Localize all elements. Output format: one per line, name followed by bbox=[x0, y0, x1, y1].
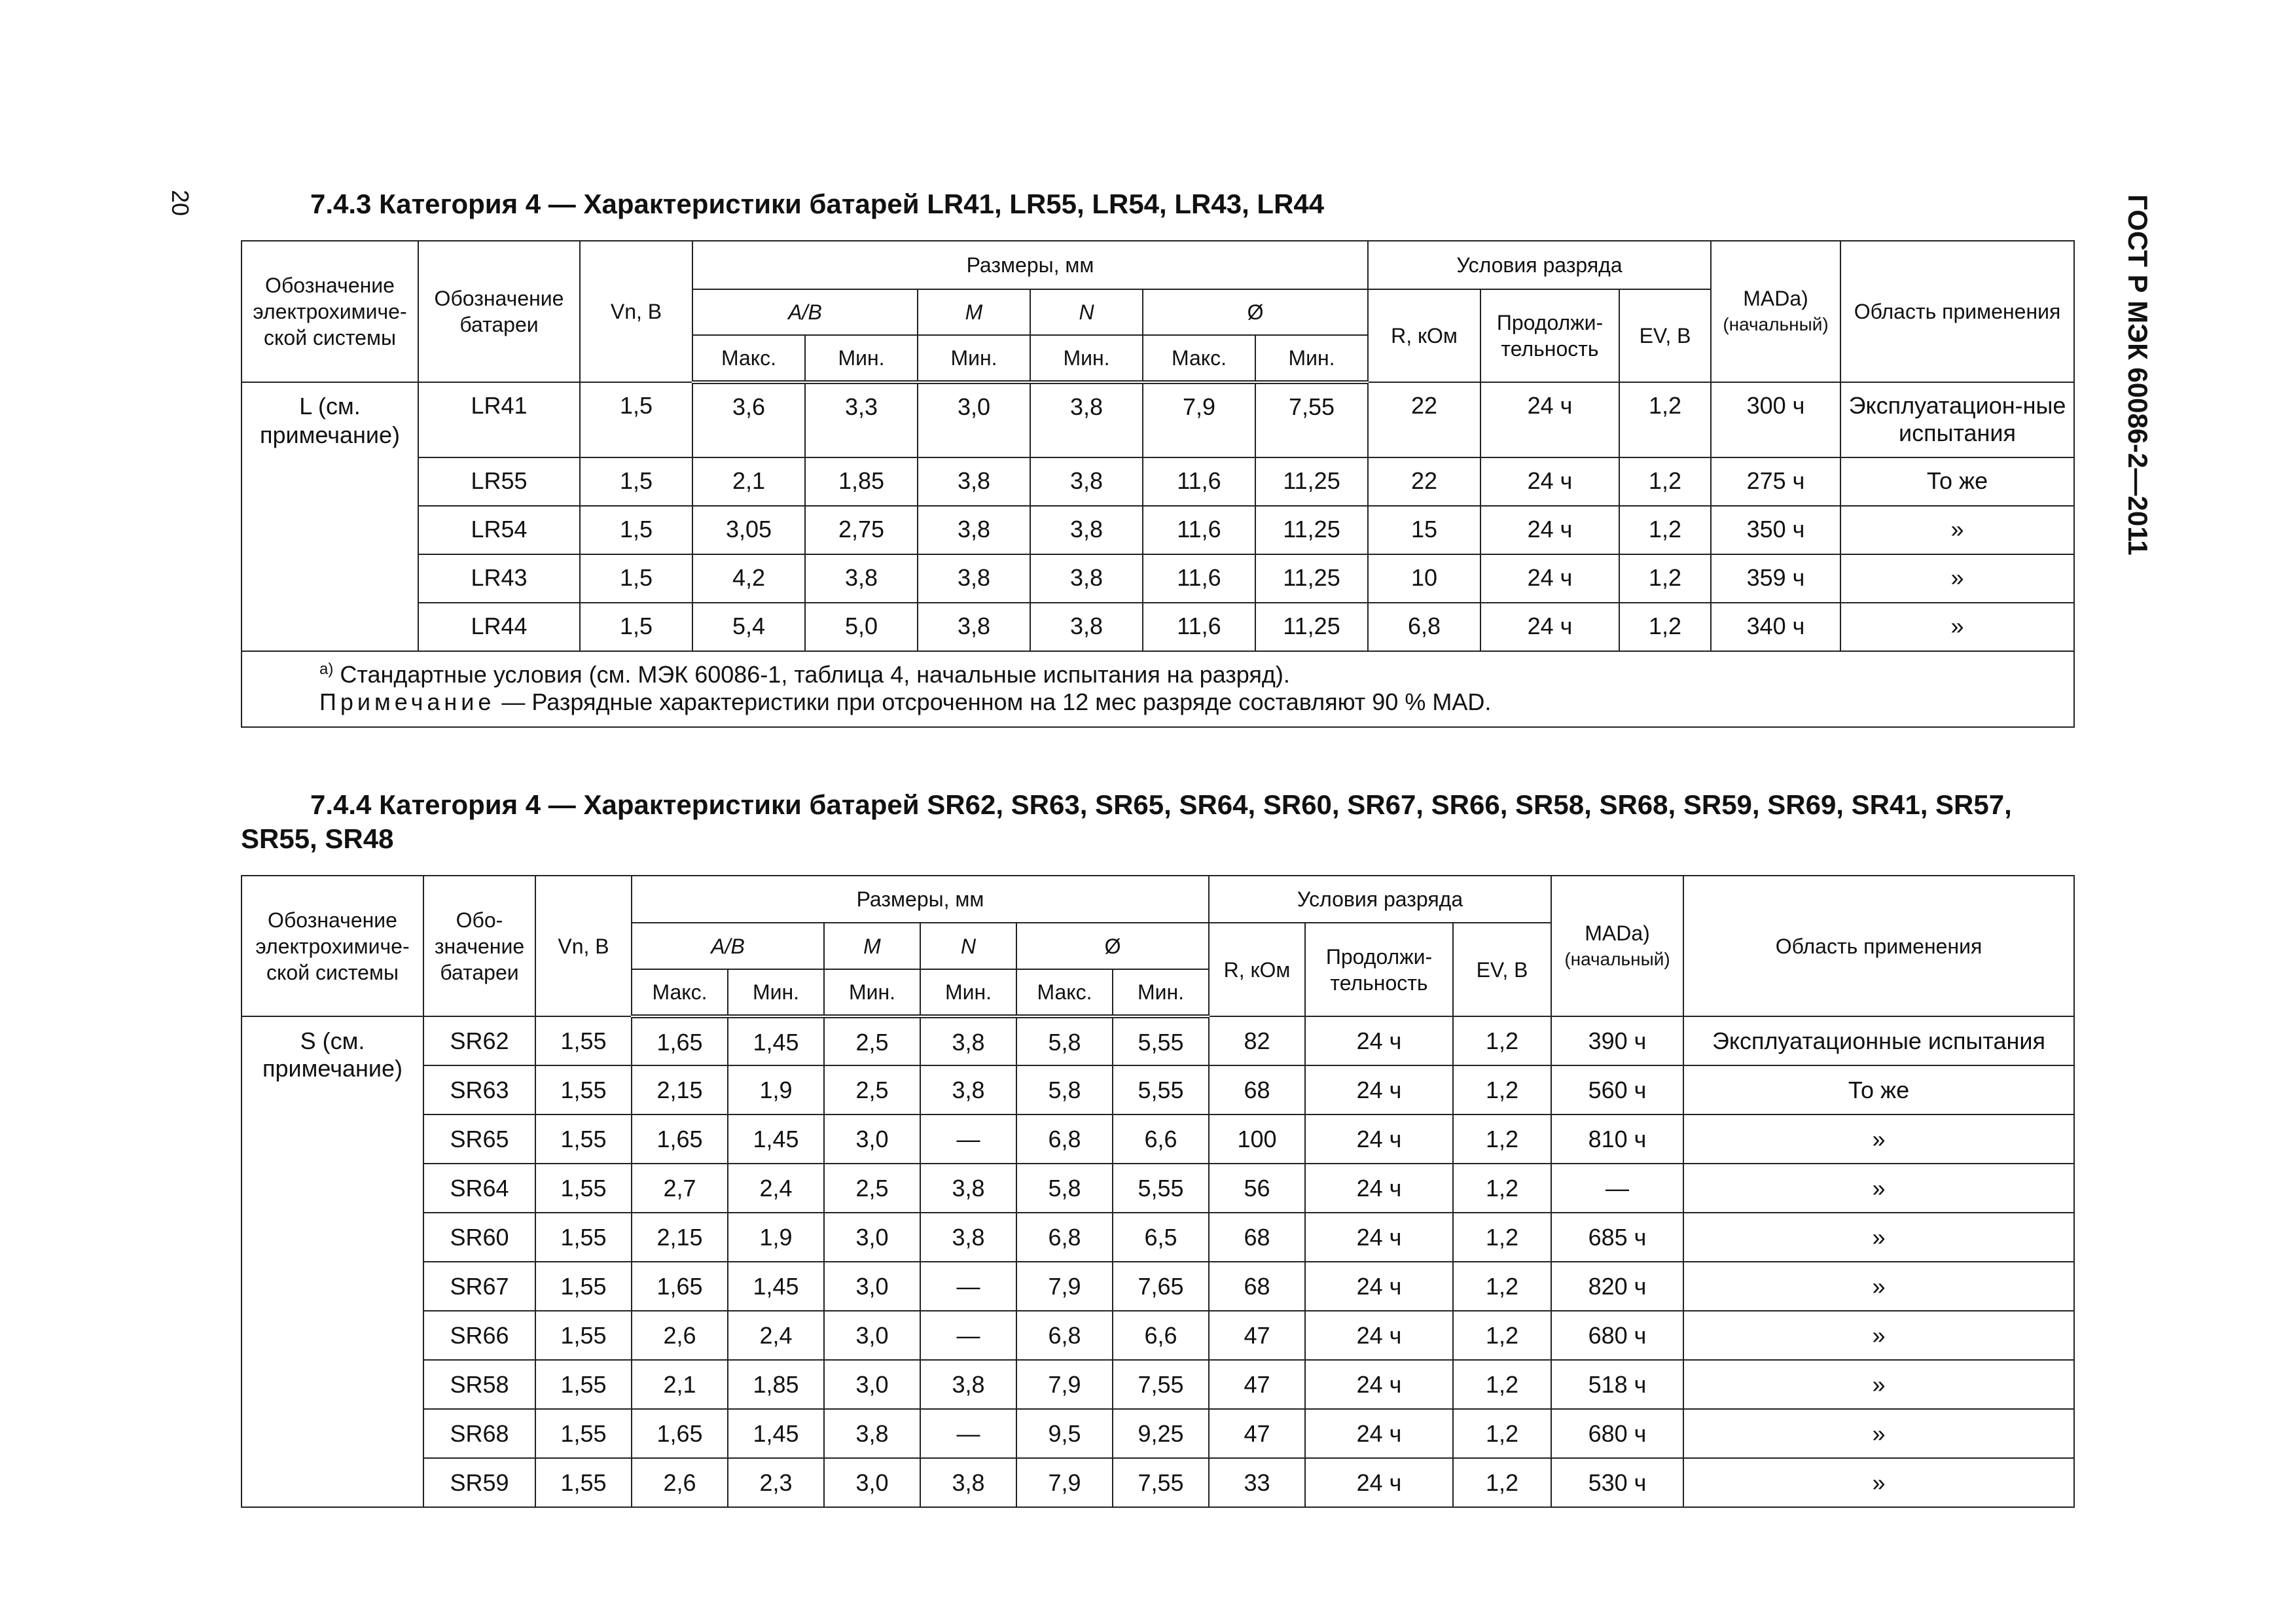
cell-ab-min: 3,8 bbox=[805, 554, 918, 603]
cell-mad: 560 ч bbox=[1551, 1065, 1683, 1115]
cell-ab-max: 3,05 bbox=[692, 506, 805, 554]
cell-m-min: 3,8 bbox=[918, 554, 1030, 603]
header-m-min: Мин. bbox=[824, 969, 920, 1016]
cell-ab-min: 2,75 bbox=[805, 506, 918, 554]
table-row bbox=[242, 1262, 2074, 1311]
cell-ab-min: 2,4 bbox=[728, 1311, 824, 1360]
header-dimensions: Размеры, мм bbox=[692, 241, 1368, 289]
cell-app: Эксплуатацион-ные испытания bbox=[1840, 382, 2074, 457]
cell-dur: 24 ч bbox=[1305, 1360, 1453, 1409]
cell-ab-min: 1,45 bbox=[728, 1409, 824, 1458]
cell-ab-min: 1,85 bbox=[728, 1360, 824, 1409]
header-n-min: Мин. bbox=[920, 969, 1016, 1016]
cell-app: » bbox=[1683, 1164, 2074, 1213]
header-phi: Ø bbox=[1016, 923, 1209, 969]
cell-vn: 1,55 bbox=[535, 1360, 632, 1409]
cell-dur: 24 ч bbox=[1305, 1409, 1453, 1458]
cell-n-min: — bbox=[920, 1115, 1016, 1164]
cell-phi-min: 11,25 bbox=[1255, 603, 1368, 651]
cell-vn: 1,55 bbox=[535, 1065, 632, 1115]
cell-app: » bbox=[1683, 1115, 2074, 1164]
cell-battery: LR55 bbox=[418, 457, 580, 506]
cell-m-min: 3,0 bbox=[824, 1360, 920, 1409]
cell-battery: SR63 bbox=[423, 1065, 535, 1115]
cell-mad: 530 ч bbox=[1551, 1458, 1683, 1507]
header-r: R, кОм bbox=[1368, 289, 1480, 382]
cell-phi-max: 7,9 bbox=[1016, 1360, 1113, 1409]
cell-dur: 24 ч bbox=[1480, 554, 1619, 603]
cell-vn: 1,55 bbox=[535, 1311, 632, 1360]
cell-m-min: 3,0 bbox=[824, 1311, 920, 1360]
table-sr-batteries bbox=[241, 875, 2075, 1508]
cell-phi-min: 11,25 bbox=[1255, 506, 1368, 554]
cell-mad: 340 ч bbox=[1711, 603, 1840, 651]
cell-r: 47 bbox=[1209, 1360, 1305, 1409]
cell-vn: 1,5 bbox=[580, 382, 692, 457]
cell-dur: 24 ч bbox=[1480, 382, 1619, 457]
cell-ab-max: 1,65 bbox=[632, 1409, 728, 1458]
cell-ab-max: 1,65 bbox=[632, 1016, 728, 1065]
cell-ev: 1,2 bbox=[1453, 1458, 1551, 1507]
cell-ab-min: 5,0 bbox=[805, 603, 918, 651]
cell-r: 82 bbox=[1209, 1016, 1305, 1065]
cell-dur: 24 ч bbox=[1480, 603, 1619, 651]
cell-r: 68 bbox=[1209, 1065, 1305, 1115]
cell-phi-max: 5,8 bbox=[1016, 1016, 1113, 1065]
header-ab: A/B bbox=[692, 289, 918, 335]
cell-m-min: 3,0 bbox=[918, 382, 1030, 457]
cell-r: 22 bbox=[1368, 382, 1480, 457]
standard-id: ГОСТ Р МЭК 60086-2—2011 bbox=[2123, 194, 2153, 556]
table-row bbox=[242, 1311, 2074, 1360]
cell-ev: 1,2 bbox=[1453, 1311, 1551, 1360]
cell-n-min: 3,8 bbox=[1030, 554, 1143, 603]
cell-r: 47 bbox=[1209, 1311, 1305, 1360]
cell-ev: 1,2 bbox=[1619, 554, 1711, 603]
cell-mad: — bbox=[1551, 1164, 1683, 1213]
header-ab-min: Мин. bbox=[728, 969, 824, 1016]
cell-phi-min: 7,65 bbox=[1113, 1262, 1209, 1311]
cell-ab-max: 1,65 bbox=[632, 1115, 728, 1164]
table-row bbox=[242, 382, 2074, 457]
cell-ev: 1,2 bbox=[1453, 1213, 1551, 1262]
cell-mad: 518 ч bbox=[1551, 1360, 1683, 1409]
section-title-744: 7.4.4 Категория 4 — Характеристики батарей SR62, SR63, SR65, SR64, SR60, SR67, SR66, SR58, SR68, SR59, SR69, SR41, SR57, SR55, SR48 bbox=[241, 789, 2012, 854]
system-cell: S (см. примечание) bbox=[242, 1016, 423, 1507]
cell-ev: 1,2 bbox=[1453, 1115, 1551, 1164]
header-battery: Обозначение батареи bbox=[418, 241, 580, 382]
header-ab-max: Макс. bbox=[632, 969, 728, 1016]
cell-m-min: 2,5 bbox=[824, 1164, 920, 1213]
cell-ab-min: 3,3 bbox=[805, 382, 918, 457]
cell-mad: 300 ч bbox=[1711, 382, 1840, 457]
table-row bbox=[242, 1115, 2074, 1164]
cell-ab-max: 4,2 bbox=[692, 554, 805, 603]
header-ev: EV, В bbox=[1619, 289, 1711, 382]
cell-phi-max: 7,9 bbox=[1016, 1458, 1113, 1507]
cell-dur: 24 ч bbox=[1305, 1115, 1453, 1164]
cell-ab-max: 2,1 bbox=[692, 457, 805, 506]
cell-m-min: 3,0 bbox=[824, 1115, 920, 1164]
header-vn: Vn, В bbox=[535, 876, 632, 1016]
cell-m-min: 3,8 bbox=[824, 1409, 920, 1458]
cell-vn: 1,5 bbox=[580, 603, 692, 651]
system-cell: L (см. примечание) bbox=[242, 382, 418, 651]
cell-ev: 1,2 bbox=[1453, 1065, 1551, 1115]
cell-dur: 24 ч bbox=[1480, 506, 1619, 554]
cell-phi-min: 7,55 bbox=[1255, 382, 1368, 457]
cell-n-min: — bbox=[920, 1409, 1016, 1458]
cell-vn: 1,55 bbox=[535, 1262, 632, 1311]
cell-r: 68 bbox=[1209, 1262, 1305, 1311]
cell-ab-min: 1,9 bbox=[728, 1065, 824, 1115]
header-mad bbox=[1711, 241, 1840, 382]
cell-dur: 24 ч bbox=[1305, 1213, 1453, 1262]
table-row bbox=[242, 1164, 2074, 1213]
header-phi-min: Мин. bbox=[1255, 335, 1368, 382]
table-row bbox=[242, 1409, 2074, 1458]
cell-phi-min: 5,55 bbox=[1113, 1164, 1209, 1213]
cell-ab-max: 2,6 bbox=[632, 1311, 728, 1360]
cell-mad: 359 ч bbox=[1711, 554, 1840, 603]
cell-dur: 24 ч bbox=[1305, 1164, 1453, 1213]
table-row bbox=[242, 1213, 2074, 1262]
cell-dur: 24 ч bbox=[1480, 457, 1619, 506]
cell-ev: 1,2 bbox=[1619, 382, 1711, 457]
cell-vn: 1,55 bbox=[535, 1115, 632, 1164]
cell-mad: 390 ч bbox=[1551, 1016, 1683, 1065]
mad-sub: (начальный) bbox=[1564, 948, 1670, 969]
cell-phi-max: 11,6 bbox=[1143, 457, 1255, 506]
table-row bbox=[242, 1016, 2074, 1065]
cell-mad: 810 ч bbox=[1551, 1115, 1683, 1164]
cell-dur: 24 ч bbox=[1305, 1016, 1453, 1065]
header-battery: Обо-значение батареи bbox=[423, 876, 535, 1016]
cell-n-min: — bbox=[920, 1311, 1016, 1360]
cell-battery: SR60 bbox=[423, 1213, 535, 1262]
cell-ab-max: 2,6 bbox=[632, 1458, 728, 1507]
cell-ab-min: 1,45 bbox=[728, 1115, 824, 1164]
cell-n-min: 3,8 bbox=[920, 1458, 1016, 1507]
page-number: 20 bbox=[167, 190, 194, 217]
cell-phi-max: 9,5 bbox=[1016, 1409, 1113, 1458]
header-duration: Продолжи-тельность bbox=[1305, 923, 1453, 1016]
cell-dur: 24 ч bbox=[1305, 1065, 1453, 1115]
cell-mad: 680 ч bbox=[1551, 1409, 1683, 1458]
header-n: N bbox=[1030, 289, 1143, 335]
table-note: Примечание — Разрядные характеристики при отсроченном на 12 мес разряде составляют 90 % MAD. bbox=[319, 688, 1492, 715]
cell-battery: SR67 bbox=[423, 1262, 535, 1311]
cell-phi-min: 11,25 bbox=[1255, 457, 1368, 506]
cell-app: » bbox=[1683, 1360, 2074, 1409]
header-n-min: Мин. bbox=[1030, 335, 1143, 382]
cell-m-min: 3,0 bbox=[824, 1262, 920, 1311]
cell-battery: SR68 bbox=[423, 1409, 535, 1458]
header-m: M bbox=[824, 923, 920, 969]
header-vn: Vn, В bbox=[580, 241, 692, 382]
cell-ev: 1,2 bbox=[1619, 506, 1711, 554]
mad-sub: (начальный) bbox=[1723, 314, 1829, 334]
cell-m-min: 3,0 bbox=[824, 1213, 920, 1262]
section-title-743: 7.4.3 Категория 4 — Характеристики батарей LR41, LR55, LR54, LR43, LR44 bbox=[310, 188, 1325, 219]
table-row bbox=[242, 457, 2074, 506]
header-duration: Продолжи-тельность bbox=[1480, 289, 1619, 382]
table-row bbox=[242, 554, 2074, 603]
cell-m-min: 2,5 bbox=[824, 1065, 920, 1115]
cell-ab-max: 2,15 bbox=[632, 1213, 728, 1262]
cell-ab-min: 2,4 bbox=[728, 1164, 824, 1213]
cell-ev: 1,2 bbox=[1453, 1409, 1551, 1458]
cell-phi-max: 11,6 bbox=[1143, 506, 1255, 554]
cell-ev: 1,2 bbox=[1619, 457, 1711, 506]
cell-battery: LR43 bbox=[418, 554, 580, 603]
cell-phi-max: 5,8 bbox=[1016, 1164, 1113, 1213]
cell-n-min: 3,8 bbox=[920, 1065, 1016, 1115]
cell-phi-max: 6,8 bbox=[1016, 1213, 1113, 1262]
cell-app: То же bbox=[1840, 457, 2074, 506]
table-row bbox=[242, 603, 2074, 651]
cell-app: Эксплуатационные испытания bbox=[1683, 1016, 2074, 1065]
cell-phi-min: 5,55 bbox=[1113, 1065, 1209, 1115]
cell-battery: LR54 bbox=[418, 506, 580, 554]
cell-n-min: 3,8 bbox=[1030, 603, 1143, 651]
cell-ab-max: 2,1 bbox=[632, 1360, 728, 1409]
cell-ab-min: 1,9 bbox=[728, 1213, 824, 1262]
header-phi-max: Макс. bbox=[1143, 335, 1255, 382]
cell-phi-min: 6,5 bbox=[1113, 1213, 1209, 1262]
header-discharge: Условия разряда bbox=[1209, 876, 1551, 923]
cell-n-min: 3,8 bbox=[1030, 457, 1143, 506]
cell-app: » bbox=[1840, 554, 2074, 603]
cell-vn: 1,5 bbox=[580, 506, 692, 554]
cell-m-min: 2,5 bbox=[824, 1016, 920, 1065]
cell-ev: 1,2 bbox=[1453, 1164, 1551, 1213]
cell-r: 47 bbox=[1209, 1409, 1305, 1458]
header-n: N bbox=[920, 923, 1016, 969]
cell-m-min: 3,8 bbox=[918, 506, 1030, 554]
cell-ab-min: 1,85 bbox=[805, 457, 918, 506]
cell-phi-min: 11,25 bbox=[1255, 554, 1368, 603]
cell-vn: 1,55 bbox=[535, 1213, 632, 1262]
mad-label: MADa) bbox=[1743, 287, 1808, 310]
cell-ab-max: 2,15 bbox=[632, 1065, 728, 1115]
cell-n-min: — bbox=[920, 1262, 1016, 1311]
cell-phi-min: 7,55 bbox=[1113, 1360, 1209, 1409]
cell-vn: 1,55 bbox=[535, 1458, 632, 1507]
header-phi-min: Мин. bbox=[1113, 969, 1209, 1016]
header-dimensions: Размеры, мм bbox=[632, 876, 1209, 923]
cell-r: 15 bbox=[1368, 506, 1480, 554]
cell-n-min: 3,8 bbox=[920, 1164, 1016, 1213]
cell-ev: 1,2 bbox=[1453, 1262, 1551, 1311]
cell-dur: 24 ч bbox=[1305, 1458, 1453, 1507]
header-system: Обозначение электрохимиче-ской системы bbox=[242, 876, 423, 1016]
cell-vn: 1,55 bbox=[535, 1409, 632, 1458]
cell-vn: 1,55 bbox=[535, 1164, 632, 1213]
cell-battery: SR66 bbox=[423, 1311, 535, 1360]
cell-app: » bbox=[1683, 1262, 2074, 1311]
cell-mad: 680 ч bbox=[1551, 1311, 1683, 1360]
cell-r: 68 bbox=[1209, 1213, 1305, 1262]
cell-battery: LR44 bbox=[418, 603, 580, 651]
cell-ab-min: 1,45 bbox=[728, 1262, 824, 1311]
cell-r: 6,8 bbox=[1368, 603, 1480, 651]
cell-app: » bbox=[1683, 1458, 2074, 1507]
cell-phi-min: 6,6 bbox=[1113, 1115, 1209, 1164]
cell-phi-min: 6,6 bbox=[1113, 1311, 1209, 1360]
cell-ev: 1,2 bbox=[1453, 1016, 1551, 1065]
cell-ab-max: 3,6 bbox=[692, 382, 805, 457]
cell-phi-max: 5,8 bbox=[1016, 1065, 1113, 1115]
cell-app: То же bbox=[1683, 1065, 2074, 1115]
cell-phi-max: 11,6 bbox=[1143, 603, 1255, 651]
cell-m-min: 3,0 bbox=[824, 1458, 920, 1507]
cell-r: 10 bbox=[1368, 554, 1480, 603]
cell-battery: SR65 bbox=[423, 1115, 535, 1164]
cell-vn: 1,55 bbox=[535, 1016, 632, 1065]
cell-phi-max: 6,8 bbox=[1016, 1311, 1113, 1360]
header-phi: Ø bbox=[1143, 289, 1368, 335]
cell-m-min: 3,8 bbox=[918, 603, 1030, 651]
cell-battery: LR41 bbox=[418, 382, 580, 457]
cell-ab-max: 5,4 bbox=[692, 603, 805, 651]
header-phi-max: Макс. bbox=[1016, 969, 1113, 1016]
cell-battery: SR62 bbox=[423, 1016, 535, 1065]
cell-n-min: 3,8 bbox=[920, 1360, 1016, 1409]
cell-phi-max: 11,6 bbox=[1143, 554, 1255, 603]
cell-phi-min: 7,55 bbox=[1113, 1458, 1209, 1507]
header-application: Область применения bbox=[1840, 241, 2074, 382]
header-r: R, кОм bbox=[1209, 923, 1305, 1016]
cell-app: » bbox=[1840, 603, 2074, 651]
header-ab-max: Макс. bbox=[692, 335, 805, 382]
header-application: Область применения bbox=[1683, 876, 2074, 1016]
cell-r: 22 bbox=[1368, 457, 1480, 506]
header-system: Обозначение электрохимиче-ской системы bbox=[242, 241, 418, 382]
cell-dur: 24 ч bbox=[1305, 1262, 1453, 1311]
header-discharge: Условия разряда bbox=[1368, 241, 1711, 289]
header-m-min: Мин. bbox=[918, 335, 1030, 382]
mad-label: MADa) bbox=[1585, 921, 1650, 945]
cell-ab-max: 2,7 bbox=[632, 1164, 728, 1213]
table-row bbox=[242, 1065, 2074, 1115]
cell-ab-min: 1,45 bbox=[728, 1016, 824, 1065]
cell-app: » bbox=[1683, 1213, 2074, 1262]
table-footnotes bbox=[242, 651, 2074, 727]
cell-phi-max: 7,9 bbox=[1016, 1262, 1113, 1311]
table-row bbox=[242, 1458, 2074, 1507]
header-ev: EV, В bbox=[1453, 923, 1551, 1016]
cell-r: 33 bbox=[1209, 1458, 1305, 1507]
cell-app: » bbox=[1683, 1409, 2074, 1458]
cell-ev: 1,2 bbox=[1453, 1360, 1551, 1409]
cell-ab-max: 1,65 bbox=[632, 1262, 728, 1311]
header-ab: A/B bbox=[632, 923, 824, 969]
cell-phi-max: 7,9 bbox=[1143, 382, 1255, 457]
cell-n-min: 3,8 bbox=[1030, 382, 1143, 457]
cell-r: 100 bbox=[1209, 1115, 1305, 1164]
cell-m-min: 3,8 bbox=[918, 457, 1030, 506]
cell-dur: 24 ч bbox=[1305, 1311, 1453, 1360]
cell-ab-min: 2,3 bbox=[728, 1458, 824, 1507]
cell-phi-max: 6,8 bbox=[1016, 1115, 1113, 1164]
cell-vn: 1,5 bbox=[580, 554, 692, 603]
cell-mad: 685 ч bbox=[1551, 1213, 1683, 1262]
table-row bbox=[242, 506, 2074, 554]
cell-battery: SR59 bbox=[423, 1458, 535, 1507]
cell-n-min: 3,8 bbox=[920, 1016, 1016, 1065]
table-row bbox=[242, 1360, 2074, 1409]
cell-phi-min: 5,55 bbox=[1113, 1016, 1209, 1065]
header-m: M bbox=[918, 289, 1030, 335]
cell-vn: 1,5 bbox=[580, 457, 692, 506]
header-mad bbox=[1551, 876, 1683, 1016]
cell-r: 56 bbox=[1209, 1164, 1305, 1213]
cell-ev: 1,2 bbox=[1619, 603, 1711, 651]
header-ab-min: Мин. bbox=[805, 335, 918, 382]
cell-phi-min: 9,25 bbox=[1113, 1409, 1209, 1458]
cell-app: » bbox=[1840, 506, 2074, 554]
cell-n-min: 3,8 bbox=[1030, 506, 1143, 554]
cell-battery: SR58 bbox=[423, 1360, 535, 1409]
cell-n-min: 3,8 bbox=[920, 1213, 1016, 1262]
cell-app: » bbox=[1683, 1311, 2074, 1360]
footnote-a: $^{a)}$ Стандартные условия (см. МЭК 60086-1, таблица 4, начальные испытания на разряд). bbox=[319, 660, 1290, 688]
cell-mad: 350 ч bbox=[1711, 506, 1840, 554]
cell-mad: 820 ч bbox=[1551, 1262, 1683, 1311]
table-lr-batteries bbox=[241, 240, 2075, 728]
cell-mad: 275 ч bbox=[1711, 457, 1840, 506]
cell-battery: SR64 bbox=[423, 1164, 535, 1213]
